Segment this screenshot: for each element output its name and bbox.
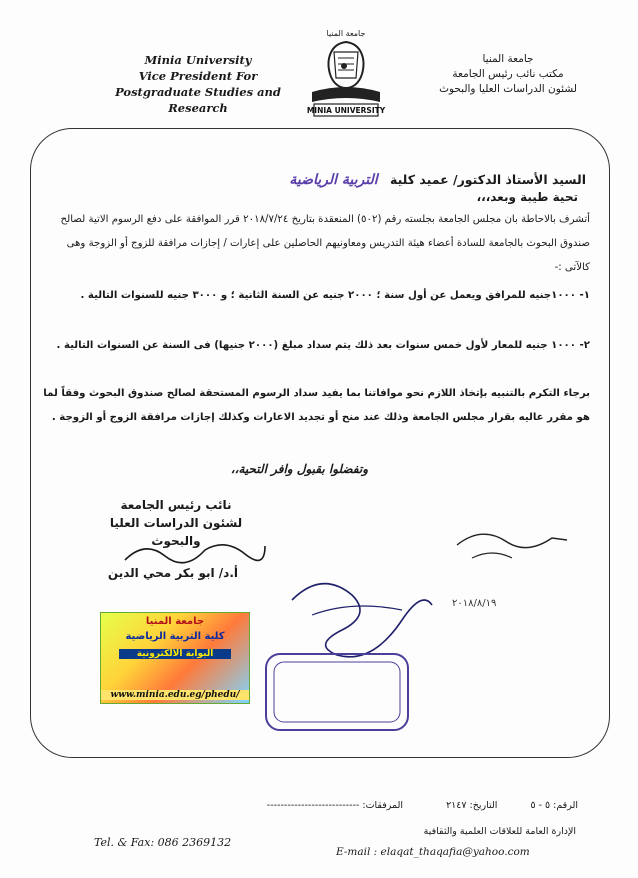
handwritten-date: ٢٠١٨/٨/١٩ [452,598,497,609]
header-ar-line3: لشئون الدراسات العليا والبحوث [439,83,577,95]
greeting: تحية طيبة وبعد،،، [476,190,578,204]
handwritten-signature-scribble [120,530,270,570]
tel-fax: Tel. & Fax: 086 2369132 [94,836,232,849]
english-header [88,52,308,116]
signature-title-2: لشئون الدراسات العليا والبحوث [109,516,243,548]
banner-url: www.minia.edu.eg/phedu/ [101,690,249,700]
date-value: ٢١٤٧ [446,800,467,811]
paragraph-1-text: أتشرف بالاحاطة بان مجلس الجامعة بجلسته رقم (٥٠٢) المنعقدة بتاريخ ٢٠١٨/٧/٢٤ قرر الموافقة على دفع الرسوم الاتية لصالح صندوق البحوث بالجامعة للسادة أعضاء هيئة التدريس ومعاونيهم الحاصلين على إعارات / إجازات مرافقة للزوج أو الزوجة وهى كالآتى :- [60,214,590,273]
department-name: الإدارة العامة للعلاقات العلمية والثقافية [423,826,576,837]
logo-arabic-text: جامعة المنيا [326,29,366,38]
header-ar-line2: مكتب نائب رئيس الجامعة [452,68,564,80]
item-2-text: ٢- ١٠٠٠ جنيه للمعار لأول خمس سنوات بعد ذلك يتم سداد مبلغ (٢٠٠٠ جنيها) فى السنة عن السنوات التالية . [56,340,590,351]
paragraph-1 [42,208,590,280]
attachments-label: المرفقات: [362,800,404,811]
banner-line3: البوابة الالكترونية [119,649,231,659]
email-address: E-mail : elaqat_thaqafia@yahoo.com [336,846,530,858]
salutation [289,172,586,188]
item-1 [42,284,590,308]
minia-university-logo [300,22,392,127]
header-en-line2: Vice President For [138,69,258,83]
logo-text: MINIA UNIVERSITY [306,106,386,115]
date-label: التاريخ: [469,800,498,811]
item-2 [42,334,590,358]
ref-label: الرقم: [553,800,578,811]
handwritten-mark-right [452,520,572,565]
reference-row: الرقم: ٥ - ٥ التاريخ: ٢١٤٧ المرفقات: --------------------------- [266,800,578,811]
signature-title-1: نائب رئيس الجامعة [120,498,232,512]
salutation-text: السيد الأستاذ الدكتور/ عميد كلية [390,172,586,187]
signature-name: أ.د/ ابو بكر محي الدين [107,566,238,580]
header-en-line1: Minia University [144,53,252,67]
header-ar-line1: جامعة المنيا [482,53,534,65]
header-en-line3: Postgraduate Studies and Research [115,85,281,115]
banner-line2: كلية التربية الرياضية [125,631,225,642]
item-1-text: ١- ١٠٠٠جنيه للمرافق ويعمل عن أول سنة ؛ ٢٠٠٠ جنيه عن السنة الثانية ؛ و ٣٠٠٠ جنيه للسنوات التالية . [80,290,590,301]
incoming-stamp [262,650,412,735]
ref-value: ٥ - ٥ [530,800,551,811]
banner-line1: جامعة المنيا [145,616,205,627]
paragraph-2 [42,382,590,430]
closing: وتفضلوا بقبول وافر التحية،، [230,462,368,476]
paragraph-2-text: برجاء التكرم بالتنبيه بإتخاذ اللازم نحو موافاتنا بما يفيد سداد الرسوم المستحقة لصالح صندوق البحوث وفقاً لما هو مقرر عاليه بقرار مجلس الجامعة وذلك عند منح أو تجديد الاعارات وكذلك إجازات مرافقة الزوج أو الزوجة . [43,388,590,423]
faculty-portal-banner [100,612,250,704]
arabic-header [408,52,608,97]
salutation-handwritten: التربية الرياضية [289,172,378,188]
